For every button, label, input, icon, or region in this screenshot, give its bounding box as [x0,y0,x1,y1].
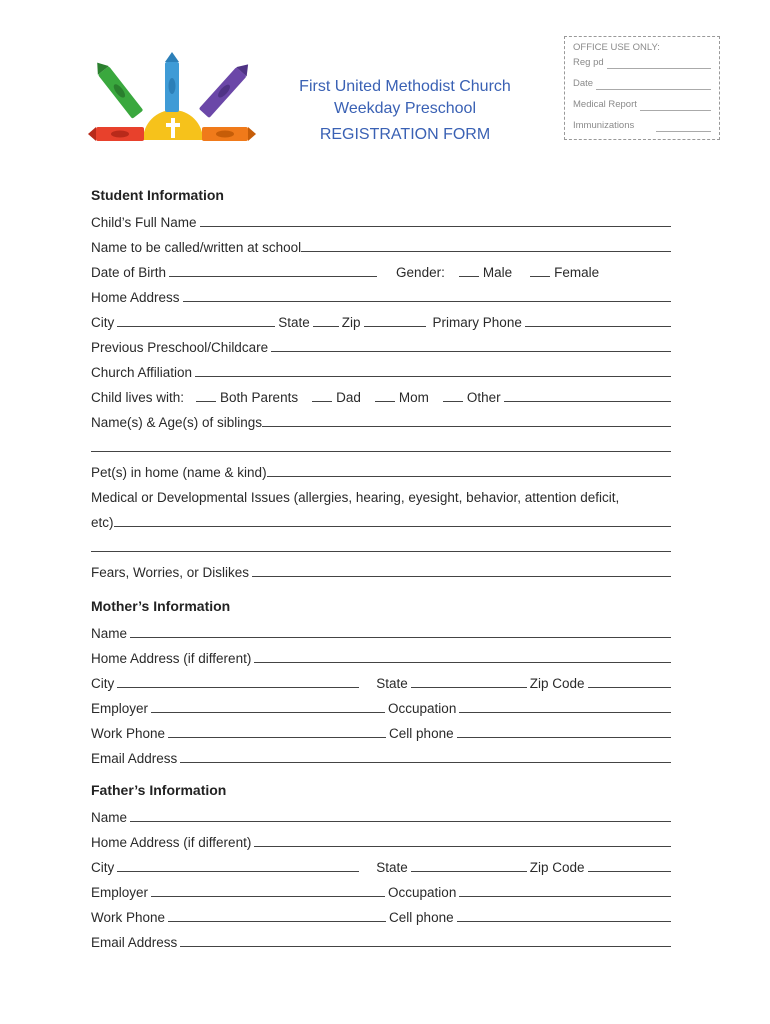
lives-with-row: Child lives with: Both Parents Dad Mom Other [91,380,674,405]
crayon-green-icon [92,58,144,119]
lives-with-both-blank[interactable] [196,386,216,402]
father-work-phone-field[interactable] [168,906,386,922]
father-occupation-field[interactable] [459,881,671,897]
lives-with-other-field[interactable] [504,386,671,402]
previous-care-row: Previous Preschool/Childcare [91,330,674,355]
father-heading: Father’s Information [91,782,227,798]
city-state-zip-phone-row: City State Zip Primary Phone [91,305,674,330]
father-address-field[interactable] [254,831,671,847]
home-address-field[interactable] [183,286,671,302]
program-name: Weekday Preschool [334,100,476,117]
crayon-purple-icon [199,60,254,118]
childs-full-name-field[interactable] [200,211,671,227]
childs-full-name-row: Child’s Full Name [91,205,674,230]
church-affiliation-field[interactable] [195,361,671,377]
crayon-orange-icon [202,127,256,141]
gender-male-blank[interactable] [459,261,479,277]
lives-with-other-blank[interactable] [443,386,463,402]
medical-issues-field[interactable] [114,511,671,527]
mother-address-row: Home Address (if different) [91,641,674,666]
fears-field[interactable] [252,561,671,577]
mother-cell-phone-field[interactable] [457,722,671,738]
church-affiliation-row: Church Affiliation [91,355,674,380]
primary-phone-field[interactable] [525,311,671,327]
father-name-field[interactable] [130,806,671,822]
medical-issues-continued-row: etc) [91,505,674,530]
gender-female-blank[interactable] [530,261,550,277]
mother-state-field[interactable] [411,672,527,688]
father-phone-row: Work Phone Cell phone [91,900,674,925]
lives-with-mom-blank[interactable] [375,386,395,402]
office-field-reg-pd[interactable]: Reg pd [573,56,711,69]
medical-issues-row: Medical or Developmental Issues (allergies, hearing, eyesight, behavior, attention deficit, [91,490,620,505]
father-employer-row: Employer Occupation [91,875,674,900]
form-title: REGISTRATION FORM [319,126,491,143]
mother-address-field[interactable] [254,647,671,663]
crayon-blue-icon [165,52,179,112]
mother-name-row: Name [91,616,674,641]
office-use-box [564,36,720,140]
mother-phone-row: Work Phone Cell phone [91,716,674,741]
mother-email-field[interactable] [180,747,671,763]
home-address-row: Home Address [91,280,674,305]
father-email-field[interactable] [180,931,671,947]
zip-field[interactable] [364,311,426,327]
mother-zip-field[interactable] [588,672,671,688]
father-state-field[interactable] [411,856,527,872]
fears-row: Fears, Worries, or Dislikes [91,555,674,580]
called-name-field[interactable] [301,236,671,252]
church-name: First United Methodist Church [299,78,511,95]
dob-gender-row: Date of Birth Gender: Male Female [91,255,674,280]
crayon-sun-logo [88,52,256,148]
mother-employer-row: Employer Occupation [91,691,674,716]
father-address-row: Home Address (if different) [91,825,674,850]
father-city-row: City State Zip Code [91,850,674,875]
office-use-heading: OFFICE USE ONLY: [573,42,660,53]
lives-with-dad-blank[interactable] [312,386,332,402]
siblings-continued-row [91,430,674,455]
medical-issues-extra-row [91,530,674,555]
father-city-field[interactable] [117,856,359,872]
father-section [91,780,674,950]
father-name-row: Name [91,800,674,825]
student-heading: Student Information [91,187,224,203]
city-field[interactable] [117,311,275,327]
father-employer-field[interactable] [151,881,385,897]
pets-row: Pet(s) in home (name & kind) [91,455,674,480]
mother-email-row: Email Address [91,741,674,766]
mother-occupation-field[interactable] [459,697,671,713]
office-field-date[interactable]: Date [573,77,711,90]
dob-field[interactable] [169,261,377,277]
mother-city-row: City State Zip Code [91,666,674,691]
mother-city-field[interactable] [117,672,359,688]
medical-issues-extra-field[interactable] [91,536,671,552]
office-field-immunizations[interactable]: Immunizations [573,119,711,132]
mother-work-phone-field[interactable] [168,722,386,738]
crayon-red-icon [88,127,144,141]
siblings-continued-field[interactable] [91,436,671,452]
siblings-field[interactable] [262,411,671,427]
state-field[interactable] [313,311,339,327]
office-field-medical-report[interactable]: Medical Report [573,98,711,111]
father-cell-phone-field[interactable] [457,906,671,922]
student-section [91,185,674,580]
mother-employer-field[interactable] [151,697,385,713]
father-email-row: Email Address [91,925,674,950]
mother-name-field[interactable] [130,622,671,638]
pets-field[interactable] [267,461,671,477]
mother-section [91,596,674,766]
mother-heading: Mother’s Information [91,598,231,614]
father-zip-field[interactable] [588,856,671,872]
siblings-row: Name(s) & Age(s) of siblings [91,405,674,430]
form-header [280,76,530,144]
previous-care-field[interactable] [271,336,671,352]
called-name-row: Name to be called/written at school [91,230,674,255]
